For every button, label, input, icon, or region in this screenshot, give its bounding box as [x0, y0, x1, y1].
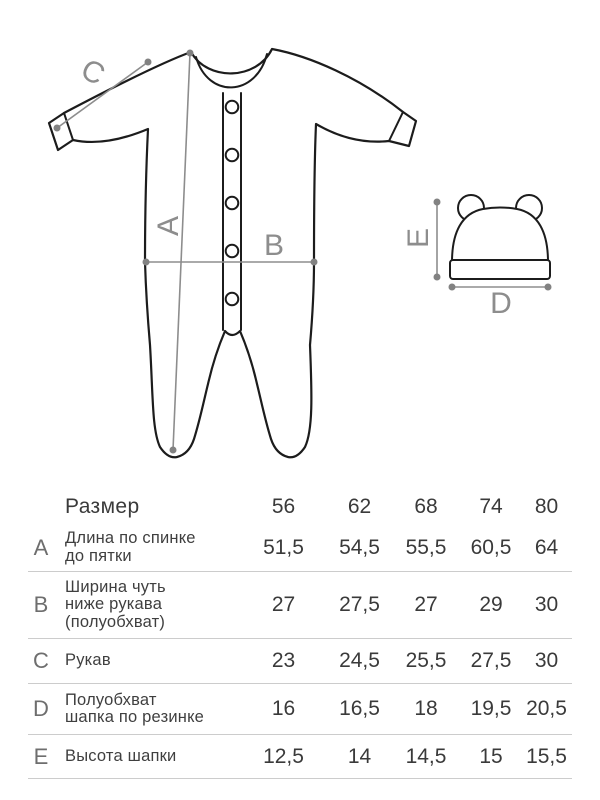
table-row: [28, 639, 572, 684]
size-table: [28, 490, 572, 779]
row-label: [54, 530, 239, 565]
table-value: 19,5: [470, 697, 512, 720]
row-label: [54, 652, 239, 670]
snap-button-4: [226, 245, 239, 258]
measure-dot: [449, 284, 456, 291]
row-letter: B: [33, 592, 49, 617]
size-column-header: 80: [534, 495, 559, 518]
label-a: A: [152, 215, 185, 237]
row-label-line: Полуобхват: [65, 690, 157, 709]
row-label: [54, 692, 239, 727]
row-label-line: Высота шапки: [65, 746, 177, 765]
row-label-line: до пятки: [65, 546, 132, 565]
table-row: [28, 524, 572, 572]
label-c: C: [75, 52, 111, 93]
label-b: B: [263, 229, 285, 262]
table-value: 15,5: [526, 744, 567, 768]
table-value: 16: [271, 697, 296, 720]
table-value: 27,5: [470, 649, 512, 672]
label-d: D: [490, 287, 512, 320]
size-column-header: 56: [271, 495, 296, 518]
row-label: [54, 748, 239, 766]
table-header-row: [28, 490, 572, 524]
size-column-header: 62: [347, 495, 372, 518]
table-title: Размер: [65, 495, 140, 519]
measure-dot: [434, 274, 441, 281]
snap-button-3: [226, 197, 239, 210]
measure-dot: [170, 447, 177, 454]
table-value: 27: [414, 593, 438, 616]
row-label-line: (полуобхват): [65, 612, 166, 631]
table-value: 15: [479, 744, 503, 768]
table-value: 20,5: [526, 697, 567, 720]
table-value: 14,5: [405, 744, 447, 768]
table-row: [28, 735, 572, 779]
measure-dot: [187, 50, 194, 57]
measure-dot: [145, 59, 152, 66]
row-label: [54, 579, 239, 632]
table-row: [28, 684, 572, 735]
hat-brim: [450, 260, 550, 279]
table-value: 51,5: [263, 535, 304, 559]
table-row: [28, 572, 572, 639]
table-value: 54,5: [339, 535, 380, 559]
hat-drawing: [450, 195, 550, 279]
row-letter: C: [33, 648, 49, 673]
table-value: 12,5: [263, 744, 304, 768]
measure-dot: [434, 199, 441, 206]
table-value: 27: [271, 593, 296, 616]
snap-button-2: [226, 149, 239, 162]
snap-button-1: [226, 101, 239, 114]
hat-dome: [452, 208, 548, 263]
row-label-line: шапка по резинке: [65, 708, 205, 726]
table-value: 30: [534, 593, 559, 616]
measure-dot: [311, 259, 318, 266]
row-label-line: Рукав: [65, 651, 111, 670]
row-letter: D: [33, 696, 49, 721]
table-value: 24,5: [339, 649, 380, 672]
table-value: 29: [479, 593, 503, 616]
size-column-header: 74: [479, 495, 503, 518]
table-value: 16,5: [339, 697, 380, 720]
row-label-line: Длина по спинке: [65, 529, 196, 547]
table-value: 14: [347, 744, 372, 768]
measure-dot: [545, 284, 552, 291]
table-value: 18: [414, 697, 438, 720]
row-letter: E: [33, 743, 49, 769]
table-value: 60,5: [470, 535, 512, 559]
row-label-line: ниже рукава: [65, 595, 163, 614]
measure-dot: [143, 259, 150, 266]
table-value: 23: [271, 649, 296, 672]
row-label-line: Ширина чуть: [65, 577, 166, 596]
table-value: 64: [534, 535, 559, 559]
table-value: 30: [534, 649, 559, 672]
table-value: 55,5: [405, 535, 447, 559]
measure-dot: [54, 125, 61, 132]
sleepsuit-drawing: [49, 49, 416, 457]
size-column-header: 68: [414, 495, 438, 518]
row-letter: A: [33, 534, 49, 560]
table-value: 27,5: [339, 593, 380, 616]
snap-button-5: [226, 293, 239, 306]
table-value: 25,5: [405, 649, 447, 672]
label-e: E: [402, 227, 435, 249]
